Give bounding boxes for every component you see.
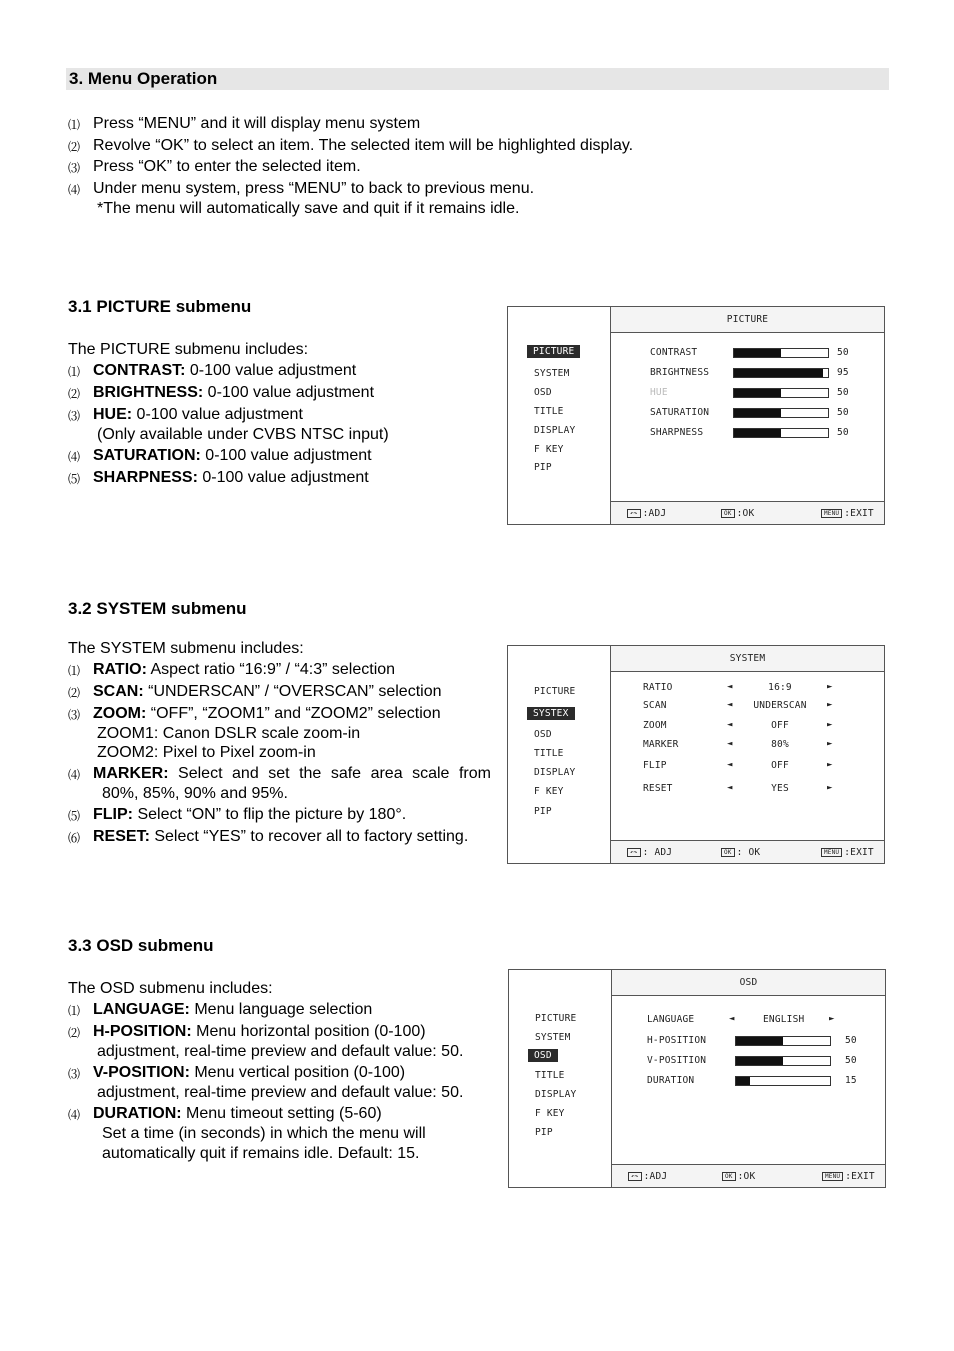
osd-menu-item[interactable]: OSD — [534, 729, 552, 740]
list-item — [93, 805, 406, 825]
right-arrow-icon[interactable]: ► — [827, 682, 833, 692]
item-label: SCAN: — [93, 683, 144, 700]
item-label: ZOOM: — [93, 705, 147, 722]
item-label: CONTRAST: — [93, 362, 186, 379]
level-bar-fill — [734, 409, 781, 417]
osd-menu-item[interactable]: SYSTEM — [534, 368, 570, 379]
osd-menu-item[interactable]: PICTURE — [535, 1013, 577, 1024]
osd-row-label: LANGUAGE — [647, 1014, 695, 1025]
osd-row-value: 15 — [845, 1075, 857, 1086]
item-label: LANGUAGE: — [93, 1001, 190, 1018]
osd-menu-item[interactable]: PIP — [535, 1127, 553, 1138]
osd-title: OSD — [612, 970, 885, 996]
osd-footer — [611, 501, 884, 524]
osd-row-value: 50 — [837, 387, 849, 398]
intro-note: *The menu will automatically save and quit if it remains idle. — [97, 200, 520, 217]
exit-label: :EXIT — [844, 847, 874, 858]
list-number: ⑴ — [68, 664, 81, 678]
osd-menu-item[interactable]: DISPLAY — [534, 425, 576, 436]
list-number: ⑷ — [68, 768, 81, 782]
osd-row-label: CONTRAST — [650, 347, 698, 358]
menu-key-icon: MENU — [821, 509, 842, 518]
picture-lead: The PICTURE submenu includes: — [68, 341, 309, 358]
item-label: H-POSITION: — [93, 1023, 192, 1040]
word: and — [232, 765, 259, 782]
item-text: Menu horizontal position (0-100) — [191, 1023, 426, 1040]
list-item — [93, 704, 441, 724]
word: safe — [330, 765, 362, 782]
ok-key-icon: OK — [722, 1172, 736, 1181]
ok-key-icon: OK — [721, 848, 735, 857]
ok-hint — [721, 847, 760, 858]
osd-row-label: V-POSITION — [647, 1055, 707, 1066]
adj-hint — [627, 508, 666, 519]
exit-label: :EXIT — [844, 508, 874, 519]
item-text: 0-100 value adjustment — [203, 384, 375, 401]
osd-menu-item[interactable]: DISPLAY — [535, 1089, 577, 1100]
ok-label: :OK — [737, 1171, 756, 1182]
level-bar[interactable] — [735, 1076, 831, 1086]
section-title: 3. Menu Operation — [69, 69, 218, 88]
word: Select — [178, 765, 223, 782]
knob-icon: ↶↷ — [627, 509, 641, 518]
list-number: ⑶ — [68, 409, 81, 423]
list-item — [93, 383, 374, 403]
level-bar[interactable] — [733, 368, 829, 378]
osd-menu-item[interactable]: DISPLAY — [534, 767, 576, 778]
level-bar[interactable] — [735, 1056, 831, 1066]
right-arrow-icon[interactable]: ► — [827, 700, 833, 710]
osd-row-label: MARKER — [643, 739, 679, 750]
exit-hint — [821, 847, 874, 858]
item-label: SATURATION: — [93, 447, 201, 464]
item-label: BRIGHTNESS: — [93, 384, 204, 401]
osd-row-value: 50 — [845, 1055, 857, 1066]
ok-hint — [722, 1171, 755, 1182]
item-label: MARKER: — [93, 765, 169, 782]
level-bar-fill — [736, 1037, 783, 1045]
list-item: Revolve “OK” to select an item. The selected item will be highlighted display. — [93, 137, 634, 154]
right-arrow-icon[interactable]: ► — [827, 760, 833, 770]
item-label: HUE: — [93, 406, 133, 423]
word: from — [458, 765, 491, 782]
list-item — [93, 1104, 382, 1124]
item-label: RESET: — [93, 828, 150, 845]
item-text: 0-100 value adjustment — [200, 447, 372, 464]
level-bar[interactable] — [733, 348, 829, 358]
osd-heading: 3.3 OSD submenu — [68, 936, 214, 955]
exit-hint — [821, 508, 874, 519]
level-bar[interactable] — [735, 1036, 831, 1046]
osd-menu-item[interactable]: F KEY — [535, 1108, 565, 1119]
osd-row-value: OFF — [771, 760, 789, 771]
item-text: 0-100 value adjustment — [185, 362, 357, 379]
word: set — [268, 765, 290, 782]
osd-row-value: 50 — [837, 347, 849, 358]
list-item — [93, 1000, 372, 1020]
list-number: ⑹ — [68, 831, 81, 845]
level-bar-fill — [736, 1077, 750, 1085]
osd-row-label: RESET — [643, 783, 673, 794]
section-header — [66, 68, 889, 90]
list-item — [93, 827, 468, 847]
left-arrow-icon[interactable]: ◄ — [727, 700, 733, 710]
osd-row-value: 16:9 — [768, 682, 792, 693]
osd-menu-column — [508, 646, 611, 863]
osd-row-label: H-POSITION — [647, 1035, 707, 1046]
word: scale — [412, 765, 450, 782]
osd-footer — [612, 1164, 885, 1187]
osd-row-value: YES — [771, 783, 789, 794]
item-label: V-POSITION: — [93, 1064, 190, 1081]
osd-menu-column — [509, 970, 612, 1187]
item-text: Menu vertical position (0-100) — [189, 1064, 406, 1081]
item-text: Menu timeout setting (5-60) — [181, 1105, 382, 1122]
word: area — [370, 765, 403, 782]
osd-row-label: HUE — [650, 387, 668, 398]
system-lead: The SYSTEM submenu includes: — [68, 640, 304, 657]
osd-row-value: 50 — [837, 407, 849, 418]
left-arrow-icon[interactable]: ◄ — [727, 682, 733, 692]
list-number: ⑷ — [68, 1108, 81, 1122]
item-text: Select “YES” to recover all to factory setting. — [149, 828, 469, 845]
osd-lead: The OSD submenu includes: — [68, 980, 273, 997]
level-bar-fill — [734, 429, 781, 437]
osd-menu-item[interactable]: TITLE — [534, 748, 564, 759]
level-bar-fill — [734, 389, 781, 397]
osd-row-label: BRIGHTNESS — [650, 367, 710, 378]
list-item — [93, 1063, 405, 1083]
list-number: ⑵ — [68, 686, 81, 700]
hpos-cont: adjustment, real-time preview and default value: 50. — [97, 1043, 464, 1060]
list-number: ⑴ — [68, 1004, 81, 1018]
list-number: ⑶ — [68, 161, 81, 175]
item-label: FLIP: — [93, 806, 133, 823]
osd-menu-item-selected[interactable]: PICTURE — [527, 345, 580, 358]
list-number: ⑴ — [68, 118, 81, 132]
adj-hint — [628, 1171, 667, 1182]
osd-title: PICTURE — [611, 307, 884, 333]
right-arrow-icon[interactable]: ► — [827, 720, 833, 730]
item-label: SHARPNESS: — [93, 469, 198, 486]
knob-icon: ↶↷ — [627, 848, 641, 857]
osd-row-value: 50 — [845, 1035, 857, 1046]
list-item: Under menu system, press “MENU” to back to previous menu. — [93, 180, 535, 197]
left-arrow-icon[interactable]: ◄ — [727, 739, 733, 749]
list-number: ⑴ — [68, 365, 81, 379]
right-arrow-icon[interactable]: ► — [829, 1014, 835, 1024]
level-bar-fill — [734, 369, 823, 377]
list-number: ⑶ — [68, 708, 81, 722]
system-osd-panel — [507, 645, 885, 864]
osd-menu-item[interactable]: SYSTEM — [535, 1032, 571, 1043]
osd-menu-item-selected[interactable]: OSD — [528, 1049, 558, 1062]
osd-osd-panel — [508, 969, 886, 1188]
osd-row-label: DURATION — [647, 1075, 695, 1086]
list-item — [93, 405, 303, 425]
adj-label: : ADJ — [642, 847, 673, 858]
list-number: ⑸ — [68, 809, 81, 823]
list-item — [93, 660, 395, 680]
osd-row-value: UNDERSCAN — [753, 700, 807, 711]
item-text: Select “ON” to flip the picture by 180°. — [133, 806, 407, 823]
osd-row-value: ENGLISH — [763, 1014, 805, 1025]
list-item — [93, 764, 491, 784]
picture-osd-panel — [507, 306, 885, 525]
level-bar-fill — [734, 349, 781, 357]
hue-note: (Only available under CVBS NTSC input) — [97, 426, 389, 443]
zoom-sub: ZOOM1: Canon DSLR scale zoom-in — [97, 725, 361, 742]
list-item — [93, 468, 369, 488]
knob-icon: ↶↷ — [628, 1172, 642, 1181]
ok-key-icon: OK — [721, 509, 735, 518]
vpos-cont: adjustment, real-time preview and default value: 50. — [97, 1084, 464, 1101]
list-item — [93, 682, 442, 702]
marker-cont: 80%, 85%, 90% and 95%. — [102, 785, 288, 802]
list-number: ⑷ — [68, 183, 81, 197]
zoom-sub: ZOOM2: Pixel to Pixel zoom-in — [97, 744, 316, 761]
exit-hint — [822, 1171, 875, 1182]
ok-hint — [721, 508, 754, 519]
osd-menu-item[interactable]: PICTURE — [534, 686, 576, 697]
item-text: “OFF”, “ZOOM1” and “ZOOM2” selection — [146, 705, 441, 722]
right-arrow-icon[interactable]: ► — [827, 783, 833, 793]
osd-row-value: 50 — [837, 427, 849, 438]
word: the — [299, 765, 322, 782]
menu-key-icon: MENU — [821, 848, 842, 857]
item-text: Menu language selection — [189, 1001, 373, 1018]
item-label: RATIO: — [93, 661, 147, 678]
osd-menu-item[interactable]: TITLE — [534, 406, 564, 417]
exit-label: :EXIT — [845, 1171, 875, 1182]
system-heading: 3.2 SYSTEM submenu — [68, 599, 247, 618]
list-number: ⑷ — [68, 450, 81, 464]
ok-label: :OK — [736, 508, 755, 519]
list-number: ⑶ — [68, 1067, 81, 1081]
osd-row-label: SHARPNESS — [650, 427, 704, 438]
adj-hint — [627, 847, 672, 858]
item-text: 0-100 value adjustment — [197, 469, 369, 486]
list-item: Press “OK” to enter the selected item. — [93, 158, 361, 175]
level-bar[interactable] — [733, 388, 829, 398]
osd-title: SYSTEM — [611, 646, 884, 672]
list-item — [93, 1022, 426, 1042]
osd-menu-item[interactable]: PIP — [534, 462, 552, 473]
duration-cont: Set a time (in seconds) in which the menu will — [102, 1125, 426, 1142]
osd-row-value: 80% — [771, 739, 789, 750]
list-number: ⑸ — [68, 472, 81, 486]
menu-key-icon: MENU — [822, 1172, 843, 1181]
list-item — [93, 446, 372, 466]
item-text: 0-100 value adjustment — [132, 406, 303, 423]
osd-menu-item[interactable]: F KEY — [534, 444, 564, 455]
osd-menu-item[interactable]: F KEY — [534, 786, 564, 797]
item-text: “UNDERSCAN” / “OVERSCAN” selection — [143, 683, 442, 700]
item-label: DURATION: — [93, 1105, 182, 1122]
osd-row-value: OFF — [771, 720, 789, 731]
osd-footer — [611, 840, 884, 863]
osd-menu-item[interactable]: PIP — [534, 806, 552, 817]
left-arrow-icon[interactable]: ◄ — [727, 783, 733, 793]
item-text: Aspect ratio “16:9” / “4:3” selection — [146, 661, 396, 678]
osd-row-label: ZOOM — [643, 720, 667, 731]
osd-row-label: RATIO — [643, 682, 673, 693]
duration-cont: automatically quit if remains idle. Default: 15. — [102, 1145, 420, 1162]
osd-menu-item[interactable]: TITLE — [535, 1070, 565, 1081]
osd-row-label: SATURATION — [650, 407, 710, 418]
osd-menu-item-selected[interactable]: SYSTEX — [527, 707, 575, 720]
picture-heading: 3.1 PICTURE submenu — [68, 297, 252, 316]
list-item: Press “MENU” and it will display menu system — [93, 115, 421, 132]
osd-menu-column — [508, 307, 611, 524]
osd-row-label: FLIP — [643, 760, 667, 771]
adj-label: :ADJ — [642, 508, 667, 519]
left-arrow-icon[interactable]: ◄ — [727, 720, 733, 730]
osd-menu-item[interactable]: OSD — [534, 387, 552, 398]
left-arrow-icon[interactable]: ◄ — [727, 760, 733, 770]
osd-row-value: 95 — [837, 367, 849, 378]
right-arrow-icon[interactable]: ► — [827, 739, 833, 749]
osd-row-label: SCAN — [643, 700, 667, 711]
level-bar-fill — [736, 1057, 783, 1065]
adj-label: :ADJ — [643, 1171, 668, 1182]
list-number: ⑵ — [68, 387, 81, 401]
list-number: ⑵ — [68, 1026, 81, 1040]
ok-label: : OK — [736, 847, 761, 858]
level-bar[interactable] — [733, 428, 829, 438]
list-number: ⑵ — [68, 140, 81, 154]
left-arrow-icon[interactable]: ◄ — [729, 1014, 735, 1024]
level-bar[interactable] — [733, 408, 829, 418]
list-item — [93, 361, 356, 381]
